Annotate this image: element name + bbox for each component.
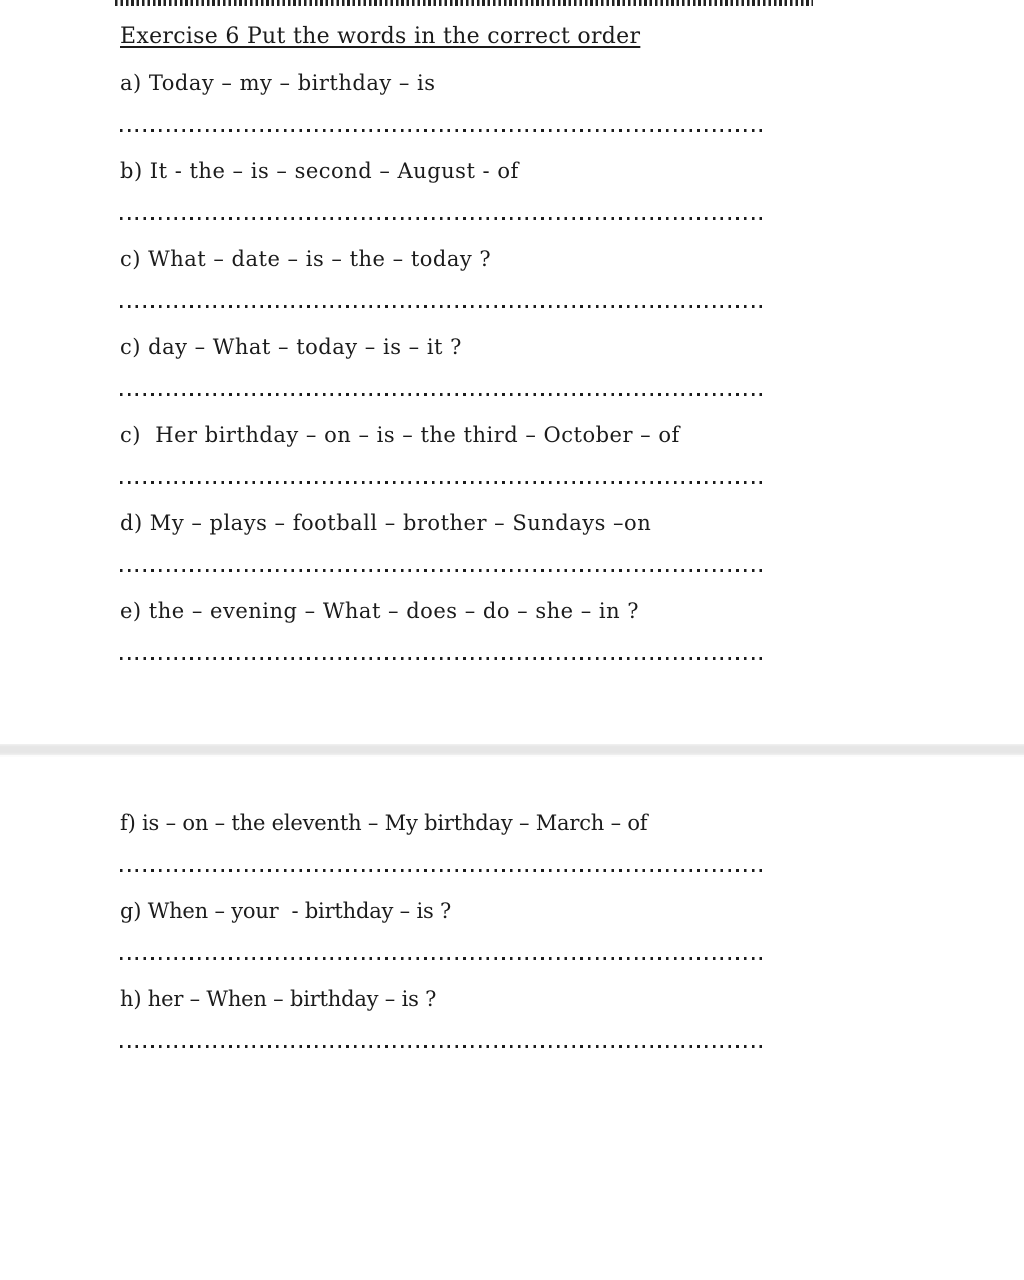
- answer-dotted-line: [120, 957, 765, 960]
- scrambled-sentence: e) the – evening – What – does – do – she – in ?: [120, 599, 640, 623]
- scrambled-sentence: g) When – your - birthday – is ?: [120, 899, 452, 923]
- answer-dotted-line: [120, 393, 765, 396]
- scrambled-sentence: c) day – What – today – is – it ?: [120, 335, 462, 359]
- exercise-item-b: [120, 160, 768, 224]
- scrambled-sentence: b) It - the – is – second – August - of: [120, 159, 519, 183]
- exercise-item-d: [120, 512, 768, 576]
- exercise-item-g: [120, 900, 768, 964]
- scrambled-sentence: d) My – plays – football – brother – Sundays –on: [120, 511, 652, 535]
- answer-dotted-line: [120, 657, 765, 660]
- exercise-title: Exercise 6 Put the words in the correct order: [120, 24, 641, 49]
- answer-dotted-line: [120, 869, 765, 872]
- scrambled-sentence: c) What – date – is – the – today ?: [120, 247, 492, 271]
- exercise-item-f: [120, 812, 768, 876]
- exercise-item-a: [120, 72, 768, 136]
- exercise-item-c1: [120, 248, 768, 312]
- exercise-item-h: [120, 988, 768, 1052]
- answer-dotted-line: [120, 217, 765, 220]
- scrambled-sentence: f) is – on – the eleventh – My birthday – March – of: [120, 811, 648, 835]
- exercise-item-c2: [120, 336, 768, 400]
- answer-dotted-line: [120, 129, 765, 132]
- page-break: [0, 744, 1024, 757]
- answer-dotted-line: [120, 569, 765, 572]
- exercise-item-c3: [120, 424, 768, 488]
- scrambled-sentence: h) her – When – birthday – is ?: [120, 987, 437, 1011]
- answer-dotted-line: [120, 1045, 765, 1048]
- previous-answer-line-cutoff: [115, 0, 813, 6]
- answer-dotted-line: [120, 481, 765, 484]
- answer-dotted-line: [120, 305, 765, 308]
- scrambled-sentence: c) Her birthday – on – is – the third – October – of: [120, 423, 680, 447]
- exercise-item-e: [120, 600, 768, 664]
- scrambled-sentence: a) Today – my – birthday – is: [120, 71, 436, 95]
